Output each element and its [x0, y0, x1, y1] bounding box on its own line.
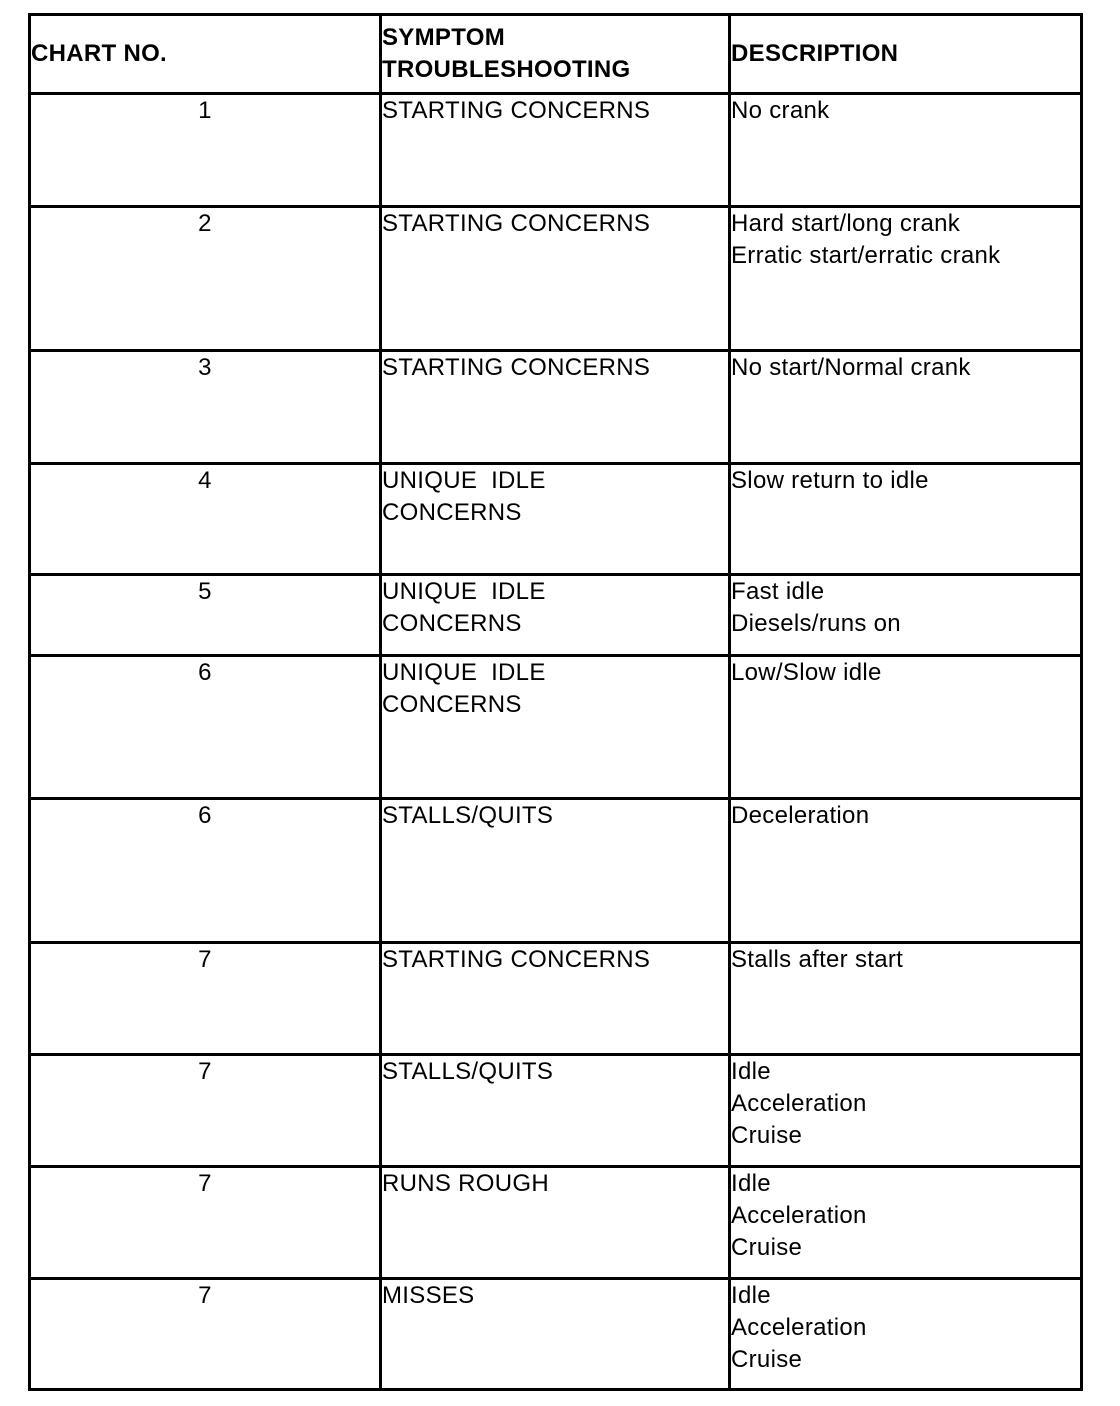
- symptom-cell: [381, 575, 730, 656]
- description-line: Stalls after start: [731, 946, 904, 973]
- chart-no-cell: 3: [30, 351, 381, 464]
- table-row: [30, 943, 1082, 1055]
- description-line: Deceleration: [731, 802, 870, 829]
- symptom-line: CONCERNS: [382, 499, 522, 526]
- description-line: Idle: [731, 1170, 771, 1197]
- chart-no-cell: 7: [30, 943, 381, 1055]
- symptom-cell: [381, 1167, 730, 1279]
- column-header-description-label: DESCRIPTION: [731, 40, 899, 67]
- symptom-line: STARTING CONCERNS: [382, 97, 651, 124]
- description-line: Cruise: [731, 1122, 803, 1149]
- description-cell: [730, 943, 1082, 1055]
- column-header-chart-no-label: CHART NO.: [31, 40, 168, 67]
- description-line: Acceleration: [731, 1090, 867, 1117]
- description-cell: [730, 94, 1082, 207]
- chart-no-cell: 6: [30, 656, 381, 799]
- troubleshooting-chart-table: [28, 13, 1083, 1391]
- description-cell: [730, 656, 1082, 799]
- description-line: Diesels/runs on: [731, 610, 901, 637]
- symptom-cell: [381, 799, 730, 943]
- symptom-line: STARTING CONCERNS: [382, 354, 651, 381]
- symptom-cell: [381, 1279, 730, 1390]
- chart-no-cell: 6: [30, 799, 381, 943]
- description-line: Hard start/long crank: [731, 210, 961, 237]
- description-cell: [730, 1279, 1082, 1390]
- symptom-line: STALLS/QUITS: [382, 1058, 554, 1085]
- description-cell: [730, 575, 1082, 656]
- header-row: [30, 15, 1082, 94]
- description-line: Cruise: [731, 1234, 803, 1261]
- symptom-line: STALLS/QUITS: [382, 802, 554, 829]
- description-line: Acceleration: [731, 1314, 867, 1341]
- chart-no-cell: 7: [30, 1167, 381, 1279]
- symptom-line: STARTING CONCERNS: [382, 946, 651, 973]
- chart-no-cell: 7: [30, 1055, 381, 1167]
- symptom-cell: [381, 1055, 730, 1167]
- chart-no-cell: 5: [30, 575, 381, 656]
- symptom-cell: [381, 656, 730, 799]
- description-cell: [730, 207, 1082, 351]
- chart-no-cell: 1: [30, 94, 381, 207]
- description-line: Acceleration: [731, 1202, 867, 1229]
- description-line: Low/Slow idle: [731, 659, 882, 686]
- symptom-line: CONCERNS: [382, 691, 522, 718]
- description-line: No crank: [731, 97, 830, 124]
- description-line: Slow return to idle: [731, 467, 929, 494]
- description-cell: [730, 1167, 1082, 1279]
- description-cell: [730, 351, 1082, 464]
- chart-no-cell: 7: [30, 1279, 381, 1390]
- description-line: Idle: [731, 1282, 771, 1309]
- column-header-symptom-line1: SYMPTOM: [382, 24, 506, 51]
- table-row: [30, 1279, 1082, 1390]
- description-cell: [730, 464, 1082, 575]
- table-row: [30, 799, 1082, 943]
- symptom-line: UNIQUE IDLE: [382, 578, 546, 605]
- description-cell: [730, 1055, 1082, 1167]
- chart-no-cell: 2: [30, 207, 381, 351]
- column-header-symptom: [381, 15, 730, 94]
- symptom-cell: [381, 351, 730, 464]
- symptom-line: STARTING CONCERNS: [382, 210, 651, 237]
- description-line: Erratic start/erratic crank: [731, 242, 1001, 269]
- table-row: [30, 351, 1082, 464]
- column-header-chart-no: [30, 15, 381, 94]
- table-row: [30, 464, 1082, 575]
- symptom-cell: [381, 464, 730, 575]
- column-header-symptom-line2: TROUBLESHOOTING: [382, 56, 631, 83]
- symptom-cell: [381, 207, 730, 351]
- symptom-line: RUNS ROUGH: [382, 1170, 550, 1197]
- table-row: [30, 94, 1082, 207]
- table-row: [30, 1055, 1082, 1167]
- table-row: [30, 656, 1082, 799]
- description-line: Cruise: [731, 1346, 803, 1373]
- symptom-line: UNIQUE IDLE: [382, 467, 546, 494]
- table-row: [30, 1167, 1082, 1279]
- symptom-line: UNIQUE IDLE: [382, 659, 546, 686]
- description-line: Idle: [731, 1058, 771, 1085]
- symptom-line: MISSES: [382, 1282, 475, 1309]
- table-row: [30, 207, 1082, 351]
- description-line: Fast idle: [731, 578, 825, 605]
- description-cell: [730, 799, 1082, 943]
- table-row: [30, 575, 1082, 656]
- column-header-description: [730, 15, 1082, 94]
- symptom-line: CONCERNS: [382, 610, 522, 637]
- symptom-cell: [381, 94, 730, 207]
- chart-no-cell: 4: [30, 464, 381, 575]
- description-line: No start/Normal crank: [731, 354, 971, 381]
- symptom-cell: [381, 943, 730, 1055]
